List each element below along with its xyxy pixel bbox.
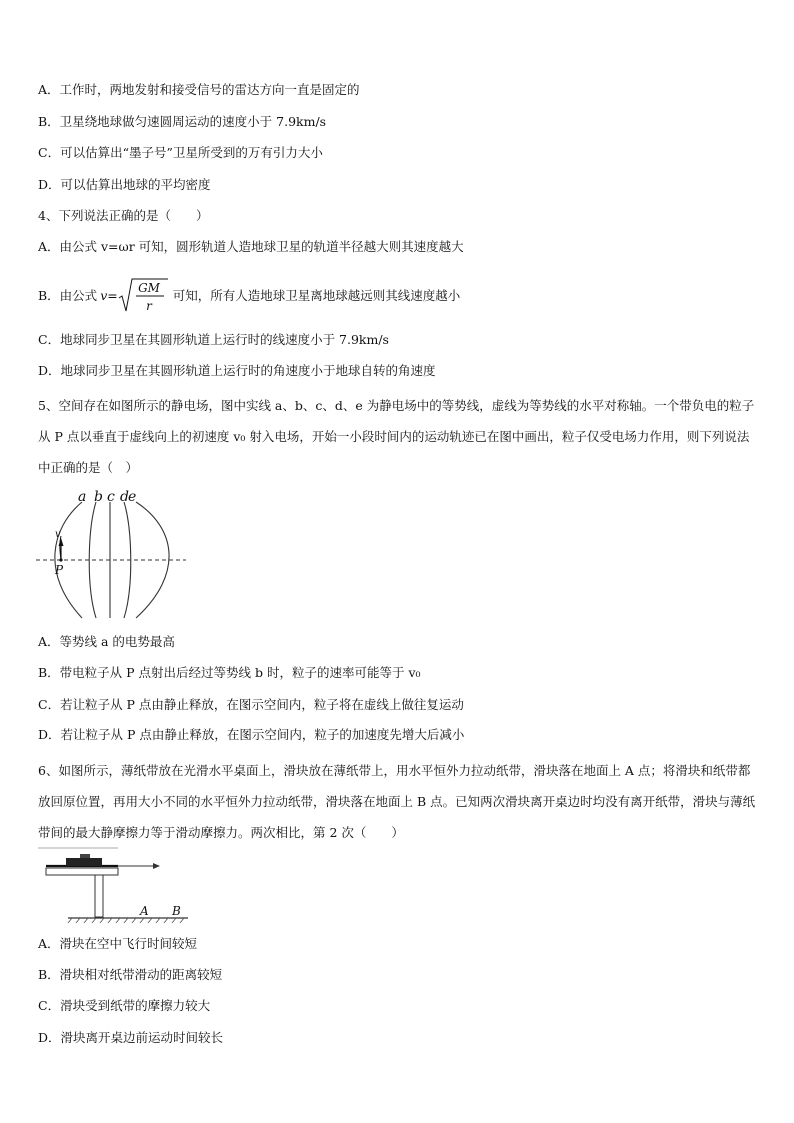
sqrt-formula (118, 276, 170, 316)
ground-hatching (68, 918, 184, 923)
q3-option-b: B．卫星绕地球做匀速圆周运动的速度小于 7.9km/s (38, 114, 327, 129)
q6-option-b: B．滑块相对纸带滑动的距离较短 (38, 967, 223, 982)
q4-option-b-prefix: B．由公式 (38, 287, 98, 303)
landing-point-a: A (140, 904, 149, 918)
slider-knob (80, 854, 90, 858)
q5-equipotential-figure (36, 486, 186, 626)
point-p (59, 558, 62, 561)
q4-option-a: A．由公式 v=ωr 可知，圆形轨道人造地球卫星的轨道半径越大则其速度越大 (38, 239, 464, 254)
table-leg (95, 875, 103, 917)
q6-option-d: D．滑块离开桌边前运动时间较长 (38, 1030, 224, 1045)
q4-option-d: D．地球同步卫星在其圆形轨道上运行时的角速度小于地球自转的角速度 (38, 363, 436, 378)
q4-option-b (38, 276, 460, 316)
landing-point-b: B (172, 904, 181, 918)
label-a: a (78, 489, 87, 505)
label-b: b (94, 489, 103, 505)
q5-option-d: D．若让粒子从 P 点由静止释放，在图示空间内，粒子的加速度先增大后减小 (38, 727, 465, 742)
q5-option-a: A．等势线 a 的电势最高 (38, 634, 175, 649)
slider-block (66, 858, 102, 866)
q6-stem: 6、如图所示，薄纸带放在光滑水平桌面上，滑块放在薄纸带上，用水平恒外力拉动纸带，滑块落在地面上 A 点；将滑块和纸带都放回原位置，再用大小不同的水平恒外力拉动纸带，滑块落在地面上 B 点。已知两次滑块离开桌边时均没有离开纸带，滑块与薄纸带间的最大静摩擦力等于滑动摩擦力。两次相比，第 2 次（ ） (38, 763, 756, 840)
formula-lhs: v= (100, 287, 118, 303)
q4-stem: 4、下列说法正确的是（ ） (38, 208, 209, 223)
q6-table-figure (38, 846, 198, 926)
q6-option-a: A．滑块在空中飞行时间较短 (38, 936, 198, 951)
formula-denominator: r (145, 299, 152, 313)
force-arrowhead (153, 863, 160, 869)
q5-option-b: B．带电粒子从 P 点射出后经过等势线 b 时，粒子的速率可能等于 v₀ (38, 665, 421, 680)
q4-option-c: C．地球同步卫星在其圆形轨道上运行时的线速度小于 7.9km/s (38, 332, 389, 347)
label-d: d (120, 489, 129, 505)
q5-option-c: C．若让粒子从 P 点由静止释放，在图示空间内，粒子将在虚线上做往复运动 (38, 697, 464, 712)
label-p: P (55, 563, 64, 577)
q3-option-c: C．可以估算出“墨子号”卫星所受到的万有引力大小 (38, 145, 323, 160)
q5-stem: 5、空间存在如图所示的静电场，图中实线 a、b、c、d、e 为静电场中的等势线，虚线为等势线的水平对称轴。一个带负电的粒子从 P 点以垂直于虚线向上的初速度 v₀ 射入电场，开始一小段时间内的运动轨迹已在图中画出，粒子仅受电场力作用，则下列说法中正确的是（ ） (38, 398, 755, 475)
q3-option-a: A．工作时，两地发射和接受信号的雷达方向一直是固定的 (38, 82, 360, 97)
q4-option-b-suffix: 可知，所有人造地球卫星离地球越远则其线速度越小 (172, 287, 461, 303)
table-top (46, 868, 118, 875)
label-c: c (107, 489, 115, 505)
formula-numerator: GM (137, 281, 160, 295)
q6-option-c: C．滑块受到纸带的摩擦力较大 (38, 998, 211, 1013)
label-e: e (128, 489, 137, 505)
label-v: v (55, 529, 61, 540)
q3-option-d: D．可以估算出地球的平均密度 (38, 177, 211, 192)
